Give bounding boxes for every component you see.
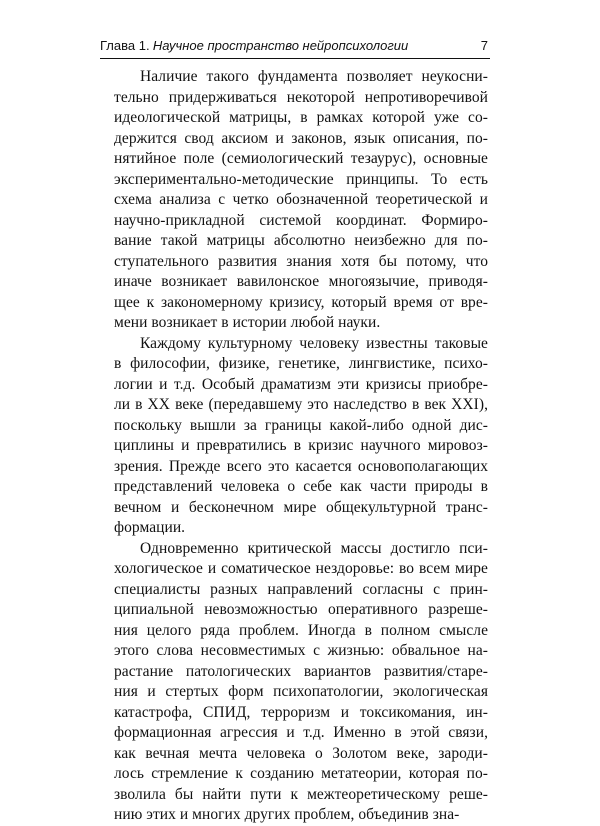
text-line: представлений человека о себе как части природы в [114, 478, 488, 495]
text-line: экспериментально-методические принципы. То есть [114, 170, 488, 188]
text-line: ли в XX веке (передавшему это наследство в век XXI), [114, 396, 488, 413]
text-line: схема анализа с четко обозначенной теоретической и [114, 191, 488, 208]
text-line: научно-прикладной системой координат. Формиро- [114, 211, 488, 229]
header-rule [100, 58, 490, 59]
text-line: катастрофа, СПИД, терроризм и токсикомания, ин- [114, 703, 488, 721]
text-line: формационная агрессия и т.д. Именно в этой связи, [114, 724, 488, 741]
text-line: мени возникает в истории любой науки. [114, 314, 381, 331]
paragraph [114, 334, 488, 539]
text-line: циплины и превратились в кризис научного мировоз- [114, 437, 488, 454]
chapter-label: Глава 1. [100, 38, 150, 53]
paragraph [114, 67, 488, 334]
text-line: Наличие такого фундамента позволяет неукосни- [140, 68, 488, 85]
page-number: 7 [480, 38, 488, 53]
text-line: тельно придерживаться некоторой непротиворечивой [114, 88, 488, 106]
chapter-title: Научное пространство нейропсихологии [152, 38, 409, 53]
text-line: идеологической матрицы, в рамках которой уже со- [114, 109, 488, 126]
text-line: ципиальной невозможностью оперативного разреше- [114, 601, 488, 618]
text-line: как вечная мечта человека о Золотом веке, зароди- [114, 744, 488, 762]
text-line: специалисты разных направлений согласны с прин- [114, 580, 488, 598]
text-line: в философии, физике, генетике, лингвистике, психо- [114, 355, 488, 372]
text-line: формации. [114, 519, 186, 536]
text-line: Одновременно критической массы достигло пси- [140, 539, 488, 557]
text-line: вание такой матрицы абсолютно неизбежно для по- [114, 232, 488, 249]
text-line: иначе возникает вавилонское многоязычие, приводя- [114, 273, 488, 290]
text-line: логии и т.д. Особый драматизм эти кризисы приобре- [114, 375, 488, 393]
text-line: щее к закономерному кризису, который время от вре- [114, 293, 488, 311]
text-line: зволила бы найти пути к межтеоретическому реше- [114, 785, 488, 803]
text-line: Каждому культурному человеку известны таковые [140, 334, 488, 352]
text-line: ния и стертых форм психопатологии, экологическая [114, 683, 488, 700]
running-head [100, 38, 488, 54]
text-line: нию этих и многих других проблем, объединив зна- [114, 806, 460, 823]
text-line: ступательного развития знания хотя бы потому, что [114, 252, 488, 270]
text-line: поскольку вышли за границы какой-либо одной дис- [114, 416, 488, 434]
body-text [114, 67, 488, 826]
text-line: хологическое и соматическое нездоровье: во всем мире [114, 560, 488, 577]
text-line: вечном и бесконечном мире общекультурной транс- [114, 498, 488, 516]
paragraph [114, 539, 488, 826]
text-line: растание патологических вариантов развития/старе- [114, 662, 488, 680]
text-line: этого слова несовместимых с жизнью: обвальное на- [114, 642, 488, 659]
text-line: зрения. Прежде всего это касается основополагающих [114, 457, 488, 475]
text-line: лось стремление к созданию метатеории, которая по- [114, 765, 488, 782]
text-line: нятийное поле (семиологический тезаурус), основные [114, 150, 488, 167]
text-line: держится свод аксиом и законов, язык описания, по- [114, 129, 488, 147]
text-line: ния целого ряда проблем. Иногда в полном смысле [114, 621, 488, 639]
